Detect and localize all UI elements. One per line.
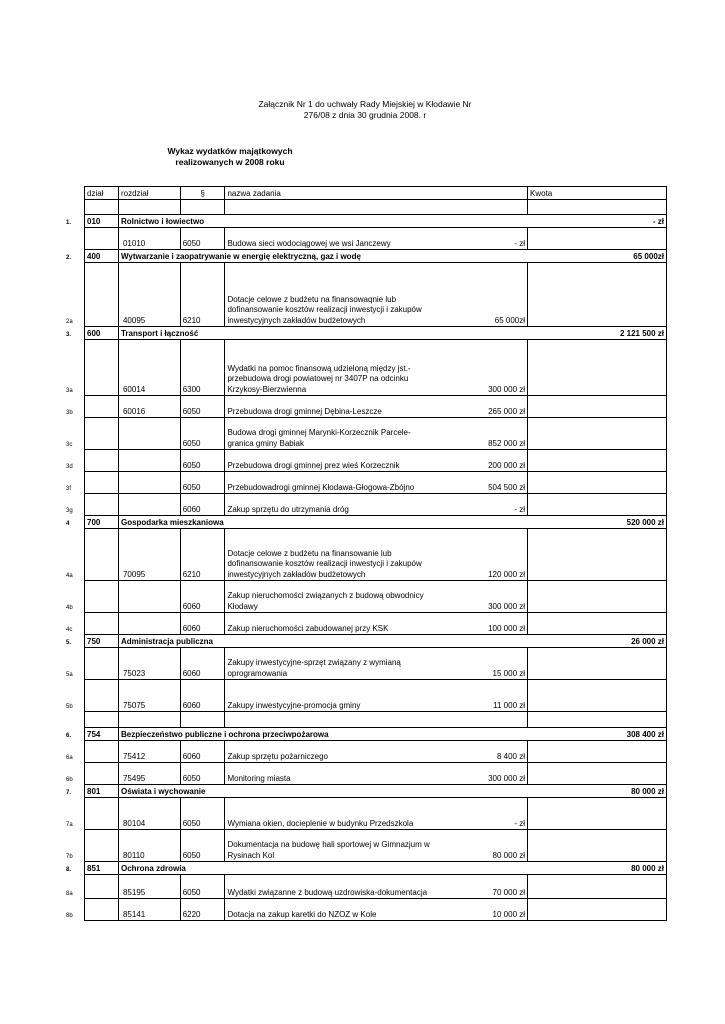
paragraf-cell: 6050 [180, 763, 225, 785]
spacer-row [66, 712, 667, 728]
table-row [66, 648, 667, 680]
task-amount: 300 000 zł [432, 581, 528, 613]
spacer-cell [66, 712, 85, 728]
rozdzial-cell: 85195 [118, 875, 180, 899]
task-amount: 11 000 zł [432, 680, 528, 712]
header-kwota: Kwota [528, 187, 667, 200]
paragraf-cell: 6220 [180, 899, 225, 921]
row-number: 8. [66, 862, 85, 875]
task-amount: 504 500 zł [432, 472, 528, 494]
kwota-cell [528, 581, 667, 613]
header-nazwa: nazwa zadania [225, 187, 528, 200]
spacer-cell [85, 712, 119, 728]
dzial-cell [85, 418, 119, 450]
section-total: 308 400 zł [528, 728, 667, 741]
table-row [66, 396, 667, 418]
task-name: Wymiana okien, docieplenie w budynku Przedszkola [225, 798, 432, 830]
dzial-cell [85, 340, 119, 396]
rozdzial-cell: 85141 [118, 899, 180, 921]
table-row [66, 340, 667, 396]
section-name: Administracja publiczna [118, 635, 527, 648]
row-number: 6a [66, 741, 85, 763]
row-number: 4a [66, 529, 85, 581]
table-row [66, 830, 667, 862]
table-row [66, 613, 667, 635]
paragraf-cell: 6060 [180, 648, 225, 680]
kwota-cell [528, 648, 667, 680]
task-amount: - zł [432, 228, 528, 250]
task-amount: - zł [432, 494, 528, 516]
rozdzial-cell [118, 472, 180, 494]
dzial-cell [85, 613, 119, 635]
kwota-cell [528, 472, 667, 494]
paragraf-cell: 6060 [180, 680, 225, 712]
paragraf-cell: 6050 [180, 228, 225, 250]
dzial-cell [85, 763, 119, 785]
task-amount: 852 000 zł [432, 418, 528, 450]
task-name: Zakupy inwestycyjne-sprzęt związany z wymianą oprogramowania [225, 648, 432, 680]
rozdzial-cell: 70095 [118, 529, 180, 581]
dzial-cell [85, 450, 119, 472]
row-number: 2a [66, 263, 85, 327]
table-row [66, 581, 667, 613]
task-name: Przebudowa drogi gminnej prez wieś Korzecznik [225, 450, 432, 472]
table-row [66, 450, 667, 472]
section-total: 80 000 zł [528, 862, 667, 875]
title-line-2: realizowanych w 2008 roku [175, 157, 285, 167]
table-row [66, 529, 667, 581]
section-total: 520 000 zł [528, 516, 667, 529]
section-name: Bezpieczeństwo publiczne i ochrona przeciwpożarowa [118, 728, 527, 741]
task-amount: 300 000 zł [432, 340, 528, 396]
kwota-cell [528, 680, 667, 712]
row-number: 6. [66, 728, 85, 741]
table-row [66, 741, 667, 763]
table-row [66, 263, 667, 327]
rozdzial-cell: 75495 [118, 763, 180, 785]
section-row [66, 785, 667, 798]
dzial-cell [85, 494, 119, 516]
task-name: Dotacje celowe z budżetu na finansowanie lub dofinansowanie kosztów realizacji inwestycji i zakupów inwestycyjnych zakładów budżetowych [225, 529, 432, 581]
table-row [66, 472, 667, 494]
row-number: 1. [66, 215, 85, 228]
section-row [66, 327, 667, 340]
task-name: Dotacja na zakup karetki do NZOZ w Kole [225, 899, 432, 921]
table-row [66, 228, 667, 250]
table-row [66, 899, 667, 921]
rozdzial-cell: 75075 [118, 680, 180, 712]
task-name: Zakup nieruchomości związanych z budową obwodnicy Kłodawy [225, 581, 432, 613]
paragraf-cell: 6060 [180, 613, 225, 635]
header-line-2: 276/08 z dnia 30 grudnia 2008. r [303, 110, 427, 120]
task-name: Przebudowa drogi gminnej Dębina-Leszcze [225, 396, 432, 418]
kwota-cell [528, 494, 667, 516]
row-number: 3a [66, 340, 85, 396]
table-row [66, 680, 667, 712]
kwota-cell [528, 263, 667, 327]
kwota-cell [528, 875, 667, 899]
paragraf-cell: 6210 [180, 263, 225, 327]
task-name: Monitoring miasta [225, 763, 432, 785]
section-dzial-code: 400 [85, 250, 119, 263]
rozdzial-cell: 60016 [118, 396, 180, 418]
section-name: Oświata i wychowanie [118, 785, 527, 798]
row-number [66, 228, 85, 250]
section-name: Wytwarzanie i zaopatrywanie w energię elektryczną, gaz i wodę [118, 250, 527, 263]
row-number: 6b [66, 763, 85, 785]
task-name: Zakup sprzętu do utrzymania dróg [225, 494, 432, 516]
section-name: Gospodarka mieszkaniowa [118, 516, 527, 529]
task-amount: 10 000 zł [432, 899, 528, 921]
task-amount: - zł [432, 798, 528, 830]
header-spacer-row [66, 200, 667, 215]
section-total: - zł [528, 215, 667, 228]
row-number: 7a [66, 798, 85, 830]
rozdzial-cell: 40095 [118, 263, 180, 327]
spacer-cell [225, 712, 528, 728]
paragraf-cell: 6050 [180, 418, 225, 450]
dzial-cell [85, 228, 119, 250]
spacer-cell [118, 712, 180, 728]
table-row [66, 763, 667, 785]
row-number: 4 [66, 516, 85, 529]
section-total: 26 000 zł [528, 635, 667, 648]
dzial-cell [85, 741, 119, 763]
section-total: 2 121 500 zł [528, 327, 667, 340]
rozdzial-cell [118, 494, 180, 516]
section-dzial-code: 754 [85, 728, 119, 741]
section-dzial-code: 700 [85, 516, 119, 529]
section-row [66, 862, 667, 875]
paragraf-cell: 6050 [180, 450, 225, 472]
section-dzial-code: 801 [85, 785, 119, 798]
row-number: 5a [66, 648, 85, 680]
row-number: 3d [66, 450, 85, 472]
task-name: Zakup sprzętu pożarniczego [225, 741, 432, 763]
dzial-cell [85, 899, 119, 921]
row-number: 8a [66, 875, 85, 899]
kwota-cell [528, 450, 667, 472]
row-number: 3. [66, 327, 85, 340]
task-amount: 100 000 zł [432, 613, 528, 635]
paragraf-cell: 6050 [180, 396, 225, 418]
rozdzial-cell: 75412 [118, 741, 180, 763]
task-name: Dokumentacja na budowę hali sportowej w Gimnazjum w Rysinach Kol [225, 830, 432, 862]
paragraf-cell: 6050 [180, 798, 225, 830]
paragraf-cell: 6210 [180, 529, 225, 581]
section-total: 80 000 zł [528, 785, 667, 798]
paragraf-cell: 6060 [180, 494, 225, 516]
expenditure-table [66, 186, 667, 921]
section-dzial-code: 750 [85, 635, 119, 648]
dzial-cell [85, 263, 119, 327]
rozdzial-cell: 75023 [118, 648, 180, 680]
task-amount: 120 000 zł [432, 529, 528, 581]
rozdzial-cell [118, 613, 180, 635]
task-amount: 80 000 zł [432, 830, 528, 862]
kwota-cell [528, 529, 667, 581]
header-paragraf: § [180, 187, 225, 200]
section-row [66, 635, 667, 648]
task-name: Zakup nieruchomości zabudowanej przy KSK [225, 613, 432, 635]
rozdzial-cell [118, 581, 180, 613]
rozdzial-cell [118, 418, 180, 450]
table-row [66, 798, 667, 830]
task-name: Zakupy inwestycyjne-promocja gminy [225, 680, 432, 712]
row-number: 5b [66, 680, 85, 712]
section-row [66, 215, 667, 228]
kwota-cell [528, 228, 667, 250]
section-name: Ochrona zdrowia [118, 862, 527, 875]
kwota-cell [528, 396, 667, 418]
rozdzial-cell: 60014 [118, 340, 180, 396]
header-rozdzial: rozdział [118, 187, 180, 200]
section-row [66, 728, 667, 741]
section-name: Transport i łączność [118, 327, 527, 340]
row-number: 8b [66, 899, 85, 921]
task-name: Wydatki na pomoc finansową udzieloną między jst.-przebudowa drogi powiatowej nr 3407P na odcinku Krzykosy-Bierzwienna [225, 340, 432, 396]
task-amount: 65 000zł [432, 263, 528, 327]
task-name: Przebudowadrogi gminnej Kłodawa-Głogowa-Zbójno [225, 472, 432, 494]
rozdzial-cell: 01010 [118, 228, 180, 250]
section-dzial-code: 600 [85, 327, 119, 340]
section-row [66, 250, 667, 263]
section-name: Rolnictwo i łowiectwo [118, 215, 527, 228]
dzial-cell [85, 648, 119, 680]
paragraf-cell: 6050 [180, 472, 225, 494]
row-number: 5. [66, 635, 85, 648]
dzial-cell [85, 472, 119, 494]
spacer-cell [528, 712, 667, 728]
section-dzial-code: 010 [85, 215, 119, 228]
task-name: Dotacje celowe z budżetu na finansowaqnie lub dofinansowanie kosztów realizacji inwestycji i zakupów inwestycyjnych zakładów budżetowych [225, 263, 432, 327]
paragraf-cell: 6050 [180, 875, 225, 899]
paragraf-cell: 6060 [180, 581, 225, 613]
rozdzial-cell: 80104 [118, 798, 180, 830]
row-number: 7. [66, 785, 85, 798]
header-line-1: Załącznik Nr 1 do uchwały Rady Miejskiej w Kłodawie Nr [258, 99, 472, 109]
rozdzial-cell [118, 450, 180, 472]
dzial-cell [85, 581, 119, 613]
table-row [66, 875, 667, 899]
task-amount: 300 000 zł [432, 763, 528, 785]
rozdzial-cell: 80110 [118, 830, 180, 862]
document-title [160, 146, 300, 168]
kwota-cell [528, 741, 667, 763]
row-number: 7b [66, 830, 85, 862]
task-amount: 8 400 zł [432, 741, 528, 763]
table-header-row [66, 187, 667, 200]
kwota-cell [528, 899, 667, 921]
task-amount: 70 000 zł [432, 875, 528, 899]
row-number: 3b [66, 396, 85, 418]
row-number: 2. [66, 250, 85, 263]
kwota-cell [528, 418, 667, 450]
dzial-cell [85, 830, 119, 862]
row-number: 4c [66, 613, 85, 635]
dzial-cell [85, 396, 119, 418]
section-row [66, 516, 667, 529]
task-name: Wydatki związanne z budową uzdrowiska-dokumentacja [225, 875, 432, 899]
table-row [66, 494, 667, 516]
spacer-cell [180, 712, 225, 728]
kwota-cell [528, 830, 667, 862]
task-amount: 200 000 zł [432, 450, 528, 472]
section-dzial-code: 851 [85, 862, 119, 875]
dzial-cell [85, 875, 119, 899]
task-name: Budowa sieci wodociągowej we wsi Janczewy [225, 228, 432, 250]
title-line-1: Wykaz wydatków majątkowych [167, 146, 293, 156]
task-amount: 15 000 zł [432, 648, 528, 680]
table-row [66, 418, 667, 450]
kwota-cell [528, 340, 667, 396]
header-lp-cell [66, 187, 85, 200]
kwota-cell [528, 613, 667, 635]
paragraf-cell: 6050 [180, 830, 225, 862]
kwota-cell [528, 798, 667, 830]
task-amount: 265 000 zł [432, 396, 528, 418]
dzial-cell [85, 798, 119, 830]
row-number: 3f [66, 472, 85, 494]
kwota-cell [528, 763, 667, 785]
paragraf-cell: 6060 [180, 741, 225, 763]
dzial-cell [85, 529, 119, 581]
section-total: 65 000zł [528, 250, 667, 263]
paragraf-cell: 6300 [180, 340, 225, 396]
dzial-cell [85, 680, 119, 712]
row-number: 4b [66, 581, 85, 613]
header-dzial: dział [85, 187, 119, 200]
row-number: 3g [66, 494, 85, 516]
row-number: 3c [66, 418, 85, 450]
document-header [220, 99, 510, 121]
task-name: Budowa drogi gminnej Marynki-Korzecznik Parcele-granica gminy Babiak [225, 418, 432, 450]
